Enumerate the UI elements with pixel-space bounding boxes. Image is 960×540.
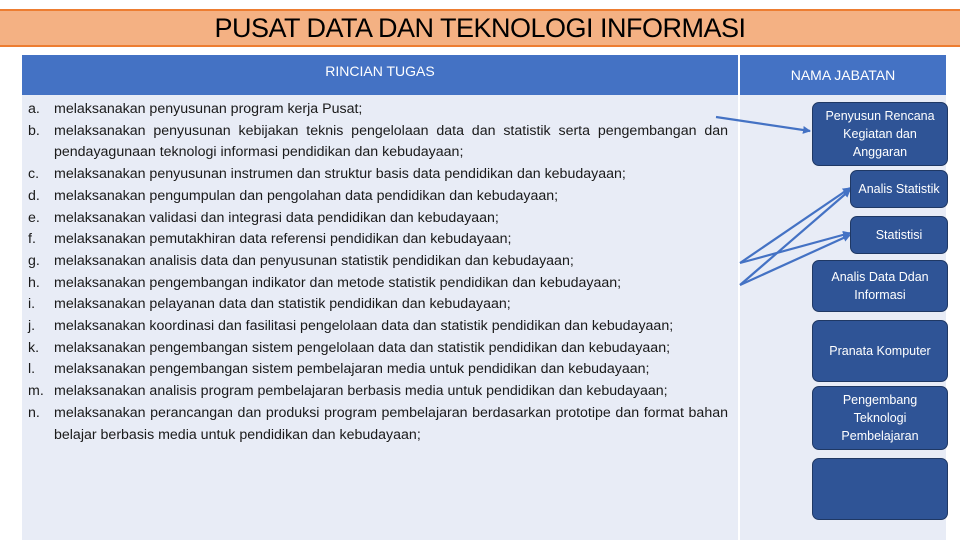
job-penyusun-rencana: Penyusun Rencana Kegiatan dan Anggaran [812, 102, 948, 166]
task-letter: j. [28, 318, 36, 335]
task-letter: n. [28, 404, 40, 421]
task-text: melaksanakan perancangan dan produksi program pembelajaran berdasarkan prototipe dan format bahan belajar berbasis media untuk pendidikan dan kebudayaan; [54, 404, 728, 443]
task-text: melaksanakan analisis program pembelajaran berbasis media untuk pendidikan dan kebudayaan; [54, 383, 668, 400]
task-letter: m. [28, 383, 44, 400]
task-letter: l. [28, 361, 36, 378]
task-text: melaksanakan penyusunan instrumen dan struktur basis data pendidikan dan kebudayaan; [54, 166, 626, 183]
job-statistisi: Statistisi [850, 216, 948, 254]
task-text: melaksanakan analisis data dan penyusunan statistik pendidikan dan kebudayaan; [54, 252, 574, 269]
task-text: melaksanakan pemutakhiran data referensi pendidikan dan kebudayaan; [54, 231, 512, 248]
task-letter: k. [28, 339, 40, 356]
task-text: melaksanakan penyusunan kebijakan teknis pengelolaan data dan statistik serta pengembangan dan pendayagunaan teknologi informasi pendidikan dan kebudayaan; [54, 122, 728, 161]
job-pengembang-teknologi: Pengembang Teknologi Pembelajaran [812, 386, 948, 450]
header-nama-jabatan: NAMA JABATAN [740, 55, 946, 95]
page-title: PUSAT DATA DAN TEKNOLOGI INFORMASI [214, 12, 746, 43]
task-text: melaksanakan pengembangan indikator dan metode statistik pendidikan dan kebudayaan; [54, 274, 622, 291]
header-rincian-tugas: RINCIAN TUGAS [22, 55, 738, 95]
job-empty-box [812, 458, 948, 520]
task-letter: i. [28, 296, 36, 313]
job-analis-statistik: Analis Statistik [850, 170, 948, 208]
task-text: melaksanakan pengembangan sistem pengelolaan data dan statistik pendidikan dan kebudayaan; [54, 339, 671, 356]
arrow-task-a-to-penyusun [716, 117, 810, 131]
task-text: melaksanakan penyusunan program kerja Pusat; [54, 101, 363, 117]
job-pranata-komputer: Pranata Komputer [812, 320, 948, 382]
task-letter: g. [28, 252, 40, 269]
job-analis-data: Analis Data Ddan Informasi [812, 260, 948, 312]
task-text: melaksanakan validasi dan integrasi data pendidikan dan kebudayaan; [54, 209, 499, 226]
task-letter: f. [28, 231, 36, 248]
task-letter: e. [28, 209, 40, 226]
task-letter: c. [28, 166, 40, 183]
task-letter: a. [28, 101, 40, 117]
task-text: melaksanakan pengembangan sistem pembelajaran media untuk pendidikan dan kebudayaan; [54, 361, 650, 378]
task-text: melaksanakan koordinasi dan fasilitasi pengelolaan data dan statistik pendidikan dan kebudayaan; [54, 318, 674, 335]
task-text: melaksanakan pelayanan data dan statistik pendidikan dan kebudayaan; [54, 296, 511, 313]
task-letter: d. [28, 187, 40, 204]
task-letter: h. [28, 274, 40, 291]
task-letter: b. [28, 122, 40, 139]
arrow-task-g-to-analis-statistik [740, 188, 850, 263]
task-text: melaksanakan pengumpulan dan pengolahan data pendidikan dan kebudayaan; [54, 187, 559, 204]
